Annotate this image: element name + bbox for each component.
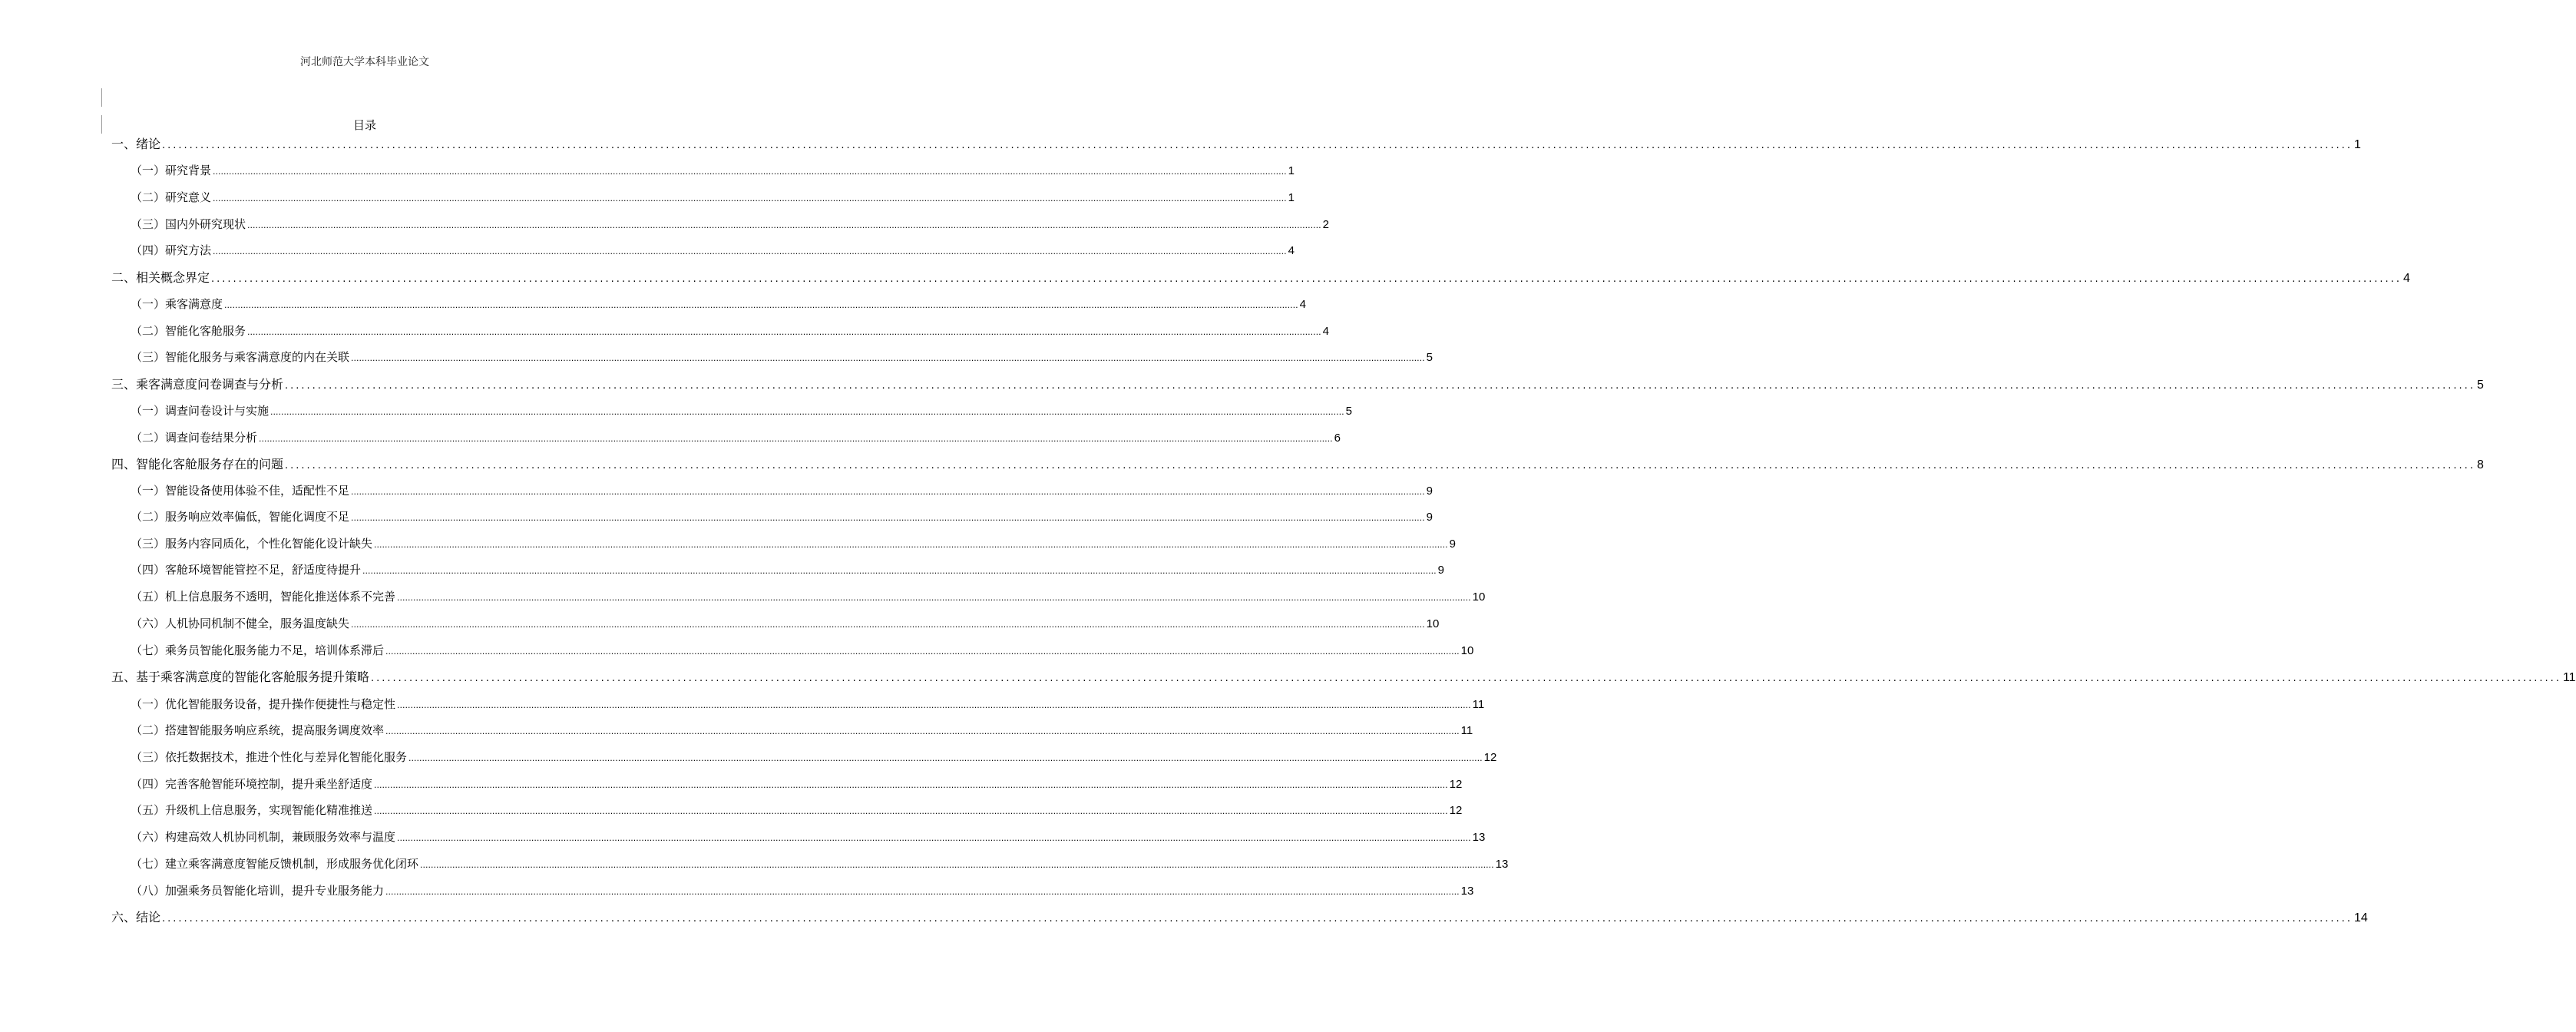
toc-entry-label: （六）构建高效人机协同机制，兼顾服务效率与温度 — [131, 830, 396, 844]
toc-leader-dots: ................................................................................................................................................................................................................................................................................................................................................................................................................ — [211, 273, 2402, 285]
toc-leader-dots: ................................................................................................................................................................................................................................................................................................................................................................................................................ — [385, 647, 1460, 657]
toc-entry-label: 三、乘客满意度问卷调查与分析 — [111, 377, 284, 392]
toc-entry-page-number: 10 — [1426, 617, 1440, 630]
toc-entry[interactable] — [131, 828, 1486, 846]
toc-leader-dots: ................................................................................................................................................................................................................................................................................................................................................................................................................ — [374, 780, 1448, 790]
toc-entry-label: 四、智能化客舱服务存在的问题 — [111, 457, 284, 471]
toc-entry-page-number: 8 — [2476, 458, 2484, 471]
toc-leader-dots: ................................................................................................................................................................................................................................................................................................................................................................................................................ — [247, 327, 1321, 337]
toc-entry[interactable] — [131, 481, 1433, 500]
toc-entry-label: （五）机上信息服务不透明，智能化推送体系不完善 — [131, 590, 396, 604]
toc-entry[interactable] — [131, 241, 1295, 260]
toc-entry-page-number: 14 — [2353, 911, 2368, 925]
toc-entry-label: （一）乘客满意度 — [131, 297, 223, 311]
toc-entry-label: （七）乘务员智能化服务能力不足，培训体系滞后 — [131, 643, 385, 657]
toc-entry-page-number: 13 — [1472, 831, 1486, 844]
toc-entry[interactable] — [131, 721, 1473, 739]
toc-title: 目录 — [352, 118, 376, 132]
toc-entry-page-number: 11 — [2562, 671, 2576, 684]
toc-entry-label: （三）服务内容同质化，个性化智能化设计缺失 — [131, 537, 373, 551]
toc-entry-label: 一、绪论 — [111, 137, 161, 151]
toc-entry[interactable] — [131, 855, 1509, 873]
toc-leader-dots: ................................................................................................................................................................................................................................................................................................................................................................................................................ — [420, 860, 1494, 870]
toc-entry-label: （三）智能化服务与乘客满意度的内在关联 — [131, 350, 350, 364]
toc-entry-page-number: 13 — [1495, 858, 1509, 871]
toc-entry-label: （二）搭建智能服务响应系统，提高服务调度效率 — [131, 723, 385, 737]
toc-entry[interactable] — [131, 428, 1341, 447]
toc-leader-dots: ................................................................................................................................................................................................................................................................................................................................................................................................................ — [374, 806, 1448, 816]
toc-entry[interactable] — [131, 641, 1474, 660]
toc-entry-page-number: 9 — [1426, 485, 1433, 498]
toc-leader-dots: ................................................................................................................................................................................................................................................................................................................................................................................................................ — [351, 487, 1425, 497]
toc-entry-page-number: 6 — [1334, 432, 1341, 445]
toc-entry-page-number: 4 — [1288, 244, 1295, 257]
toc-entry[interactable] — [131, 614, 1440, 633]
toc-entry-page-number: 10 — [1472, 590, 1486, 604]
toc-leader-dots: ................................................................................................................................................................................................................................................................................................................................................................................................................ — [224, 300, 1298, 310]
toc-leader-dots: ................................................................................................................................................................................................................................................................................................................................................................................................................ — [374, 540, 1448, 550]
toc-leader-dots: ................................................................................................................................................................................................................................................................................................................................................................................................................ — [270, 407, 1344, 417]
toc-entry-label: 六、结论 — [111, 910, 161, 925]
toc-entry-label: （四）研究方法 — [131, 243, 212, 257]
toc-entry-page-number: 4 — [1322, 325, 1329, 338]
toc-leader-dots: ................................................................................................................................................................................................................................................................................................................................................................................................................ — [385, 887, 1460, 897]
toc-entry[interactable] — [131, 295, 1306, 313]
toc-entry[interactable] — [131, 534, 1456, 553]
toc-entry-label: （四）完善客舱智能环境控制，提升乘坐舒适度 — [131, 777, 373, 791]
toc-entry-page-number: 10 — [1460, 644, 1474, 657]
toc-entry[interactable] — [131, 587, 1486, 606]
toc-entry[interactable] — [131, 775, 1463, 793]
toc-leader-dots: ................................................................................................................................................................................................................................................................................................................................................................................................................ — [285, 460, 2475, 471]
toc-entry[interactable] — [111, 455, 2484, 474]
toc-entry-page-number: 1 — [2353, 138, 2361, 151]
toc-entry-label: （八）加强乘务员智能化培训，提升专业服务能力 — [131, 884, 385, 898]
toc-entry-label: （七）建立乘客满意度智能反馈机制，形成服务优化闭环 — [131, 857, 419, 871]
toc-entry[interactable] — [131, 161, 1295, 180]
toc-entry[interactable] — [131, 215, 1329, 233]
toc-entry-label: （二）智能化客舱服务 — [131, 324, 246, 338]
toc-entry[interactable] — [111, 668, 2576, 686]
toc-entry[interactable] — [111, 269, 2410, 287]
toc-leader-dots: ................................................................................................................................................................................................................................................................................................................................................................................................................ — [371, 673, 2561, 684]
toc-entry-label: （三）国内外研究现状 — [131, 217, 246, 231]
toc-entry-page-number: 5 — [2476, 379, 2484, 392]
toc-entry[interactable] — [131, 348, 1433, 366]
toc-entry[interactable] — [131, 188, 1295, 207]
toc-leader-dots: ................................................................................................................................................................................................................................................................................................................................................................................................................ — [362, 566, 1437, 576]
toc-leader-dots: ................................................................................................................................................................................................................................................................................................................................................................................................................ — [385, 726, 1460, 736]
toc-entry-label: （六）人机协同机制不健全，服务温度缺失 — [131, 617, 350, 630]
toc-leader-dots: ................................................................................................................................................................................................................................................................................................................................................................................................................ — [351, 353, 1425, 363]
toc-entry[interactable] — [111, 908, 2368, 927]
toc-leader-dots: ................................................................................................................................................................................................................................................................................................................................................................................................................ — [213, 194, 1287, 203]
toc-entry-page-number: 9 — [1426, 511, 1433, 524]
toc-leader-dots: ................................................................................................................................................................................................................................................................................................................................................................................................................ — [162, 140, 2353, 151]
toc-leader-dots: ................................................................................................................................................................................................................................................................................................................................................................................................................ — [408, 753, 1483, 763]
toc-entry-label: （三）依托数据技术，推进个性化与差异化智能化服务 — [131, 750, 408, 764]
toc-entry-label: （一）智能设备使用体验不佳，适配性不足 — [131, 484, 350, 498]
toc-entry-label: （二）研究意义 — [131, 190, 212, 204]
toc-entry[interactable] — [111, 135, 2361, 154]
toc-entry-page-number: 12 — [1449, 778, 1463, 791]
toc-entry-page-number: 1 — [1288, 164, 1295, 177]
toc-leader-dots: ................................................................................................................................................................................................................................................................................................................................................................................................................ — [259, 434, 1333, 444]
toc-entry-label: （一）研究背景 — [131, 164, 212, 177]
toc-entry[interactable] — [131, 508, 1433, 526]
toc-entry-page-number: 4 — [2402, 272, 2410, 285]
toc-entry-page-number: 12 — [1449, 804, 1463, 817]
toc-entry-label: （一）优化智能服务设备，提升操作便捷性与稳定性 — [131, 697, 396, 711]
toc-leader-dots: ................................................................................................................................................................................................................................................................................................................................................................................................................ — [213, 246, 1287, 256]
toc-entry-label: 二、相关概念界定 — [111, 270, 210, 285]
toc-entry-page-number: 11 — [1472, 698, 1485, 711]
toc-entry[interactable] — [131, 561, 1444, 579]
toc-leader-dots: ................................................................................................................................................................................................................................................................................................................................................................................................................ — [351, 513, 1425, 523]
page-header: 河北师范大学本科毕业论文 — [300, 56, 429, 68]
toc-entry-page-number: 12 — [1483, 751, 1497, 764]
toc-entry[interactable] — [131, 801, 1463, 819]
toc-leader-dots: ................................................................................................................................................................................................................................................................................................................................................................................................................ — [397, 593, 1471, 603]
toc-entry-page-number: 9 — [1437, 564, 1444, 577]
toc-leader-dots: ................................................................................................................................................................................................................................................................................................................................................................................................................ — [162, 913, 2353, 925]
toc-entry-label: （二）服务响应效率偏低，智能化调度不足 — [131, 510, 350, 524]
toc-entry-page-number: 13 — [1460, 885, 1474, 898]
toc-entry[interactable] — [131, 748, 1497, 766]
toc-entry-page-number: 5 — [1345, 405, 1352, 418]
toc-entry[interactable] — [111, 375, 2484, 394]
toc-leader-dots: ................................................................................................................................................................................................................................................................................................................................................................................................................ — [247, 220, 1321, 230]
toc-entry-page-number: 11 — [1460, 724, 1473, 737]
toc-entry-page-number: 1 — [1288, 191, 1295, 204]
toc-entry-label: 五、基于乘客满意度的智能化客舱服务提升策略 — [111, 670, 370, 684]
toc-entry[interactable] — [131, 402, 1352, 420]
toc-entry-page-number: 5 — [1426, 351, 1433, 364]
toc-leader-dots: ................................................................................................................................................................................................................................................................................................................................................................................................................ — [397, 700, 1471, 710]
margin-marker-top — [101, 88, 102, 107]
toc-leader-dots: ................................................................................................................................................................................................................................................................................................................................................................................................................ — [213, 167, 1287, 177]
toc-entry-label: （二）调查问卷结果分析 — [131, 431, 258, 445]
toc-entry-page-number: 2 — [1322, 218, 1329, 231]
toc-leader-dots: ................................................................................................................................................................................................................................................................................................................................................................................................................ — [397, 833, 1471, 843]
toc-entry[interactable] — [131, 882, 1474, 900]
toc-entry-label: （四）客舱环境智能管控不足，舒适度待提升 — [131, 563, 362, 577]
toc-entry[interactable] — [131, 322, 1329, 340]
toc-leader-dots: ................................................................................................................................................................................................................................................................................................................................................................................................................ — [285, 380, 2475, 392]
toc-entry-page-number: 4 — [1299, 298, 1306, 311]
toc-entry-label: （一）调查问卷设计与实施 — [131, 404, 270, 418]
toc-entry[interactable] — [131, 695, 1485, 713]
toc-leader-dots: ................................................................................................................................................................................................................................................................................................................................................................................................................ — [351, 620, 1425, 630]
toc-entry-page-number: 9 — [1449, 538, 1456, 551]
toc-entry-label: （五）升级机上信息服务，实现智能化精准推送 — [131, 803, 373, 817]
